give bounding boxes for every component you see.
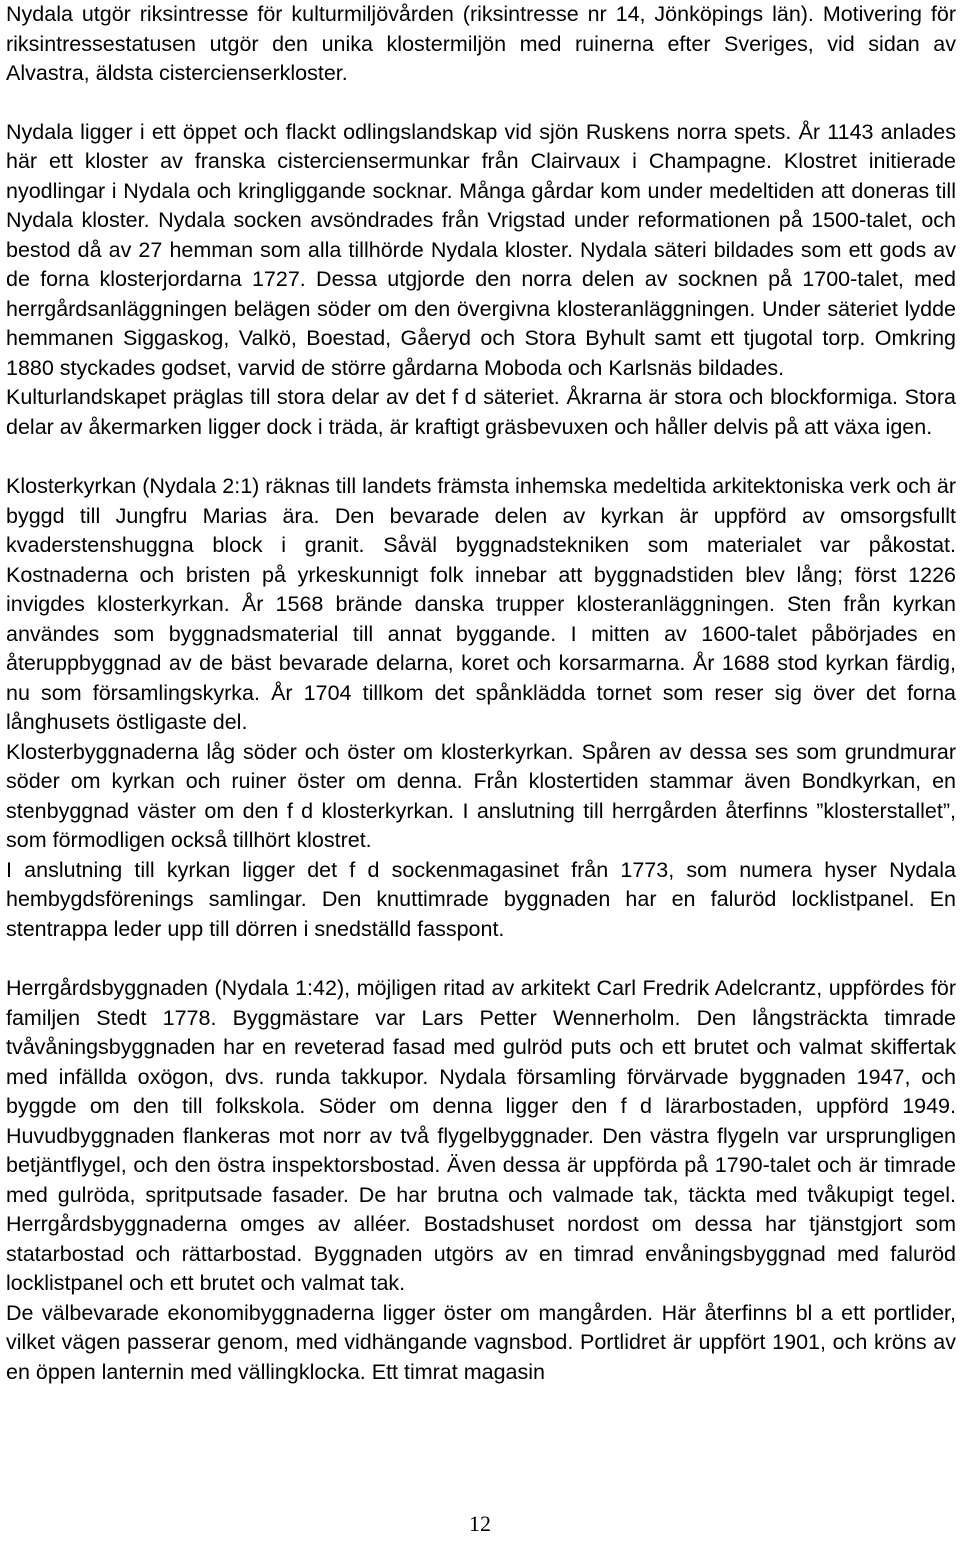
document-page [6,0,956,1387]
paragraph-landskap-historik: Nydala ligger i ett öppet och flackt odlingslandskap vid sjön Ruskens norra spets. År 1143 anlades här ett kloster av franska cisterciensermunkar från Clairvaux i Champagne. Klostret initierade nyodlingar i Nydala och kringliggande socknar. Många gårdar kom under medeltiden att doneras till Nydala kloster. Nydala socken avsöndrades från Vrigstad under reformationen på 1500-talet, och bestod då av 27 hemman som alla tillhörde Nydala kloster. Nydala säteri bildades som ett gods av de forna klosterjordarna 1727. Dessa utgjorde den norra delen av socknen på 1700-talet, med herrgårdsanläggningen belägen söder om den övergivna klosteranläggningen. Under säteriet lydde hemmanen Siggaskog, Valkö, Boestad, Gåeryd och Stora Byhult samt ett tjugotal torp. Omkring 1880 styckades godset, varvid de större gårdarna Moboda och Karlsnäs bildades. [6,119,956,380]
paragraph-riksintresse: Nydala utgör riksintresse för kulturmiljövården (riksintresse nr 14, Jönköpings län). Motivering för riksintressestatusen utgör den unika klostermiljön med ruinerna efter Sveriges, vid sidan av Alvastra, äldsta cistercienserkloster. [6,2,956,85]
paragraph-klosterbyggnader: Klosterbyggnaderna låg söder och öster om klosterkyrkan. Spåren av dessa ses som grundmurar söder om kyrkan och ruiner öster om denna. Från klostertiden stammar även Bondkyrkan, en stenbyggnad väster om den f d klosterkyrkan. I anslutning till herrgården återfinns ”klosterstallet”, som förmodligen också tillhört klostret. [6,739,956,852]
paragraph-sockenmagasin: I anslutning till kyrkan ligger det f d sockenmagasinet från 1773, som numera hyser Nydala hembygdsförenings samlingar. Den knuttimrade byggnaden har en faluröd locklistpanel. En stentrappa leder upp till dörren i snedställd fasspont. [6,857,956,941]
paragraph-kulturlandskap: Kulturlandskapet präglas till stora delar av det f d säteriet. Åkrarna är stora och blockformiga. Stora delar av åkermarken ligger dock i träda, är kraftigt gräsbevuxen och håller delvis på att växa igen. [6,385,956,439]
paragraph-klosterkyrkan: Klosterkyrkan (Nydala 2:1) räknas till landets främsta inhemska medeltida arkitektoniska verk och är byggd till Jungfru Marias ära. Den bevarade delen av kyrkan är uppförd av omsorgsfullt kvaderstenshuggna block i granit. Såväl byggnadstekniken som materialet var påkostat. Kostnaderna och bristen på yrkeskunnigt folk innebar att byggnadstiden blev lång; först 1226 invigdes klosterkyrkan. År 1568 brände danska trupper klosteranläggningen. Sten från kyrkan användes som byggnadsmaterial till annat byggande. I mitten av 1600-talet påbörjades en återuppbyggnad av de bäst bevarade delarna, koret och korsarmarna. År 1688 stod kyrkan färdig, nu som församlingskyrka. År 1704 tillkom det spånklädda tornet som reser sig över det forna långhusets östligaste del. [6,474,956,734]
paragraph-herrgardsbyggnaden: Herrgårdsbyggnaden (Nydala 1:42), möjligen ritad av arkitekt Carl Fredrik Adelcrantz, uppfördes för familjen Stedt 1778. Byggmästare var Lars Petter Wennerholm. Den långsträckta timrade tvåvåningsbyggnaden har en reveterad fasad med gulröd puts och ett brutet och valmat skiffertak med infällda oxögon, dvs. runda takkupor. Nydala församling förvärvade byggnaden 1947, och byggde om den till folkskola. Söder om denna ligger den f d lärarbostaden, uppförd 1949. Huvudbyggnaden flankeras mot norr av två flygelbyggnader. Den västra flygeln var ursprungligen betjäntflygel, och den östra inspektorsbostad. Även dessa är uppförda på 1790-talet och är timrade med gulröda, spritputsade fasader. De har brutna och valmade tak, täckta med tvåkupigt tegel. Herrgårdsbyggnaderna omges av alléer. Bostadshuset nordost om dessa har tjänstgjort som statarbostad och rättarbostad. Byggnaden utgörs av en timrad envåningsbyggnad med faluröd locklistpanel och ett brutet och valmat tak. [6,976,956,1295]
page-number: 12 [469,1511,491,1536]
paragraph-ekonomibyggnader: De välbevarade ekonomibyggnaderna ligger öster om mangården. Här återfinns bl a ett portlider, vilket vägen passerar genom, med vidhängande vagnsbod. Portlidret är uppfört 1901, och kröns av en öppen lanternin med vällingklocka. Ett timrat magasin [6,1300,956,1384]
